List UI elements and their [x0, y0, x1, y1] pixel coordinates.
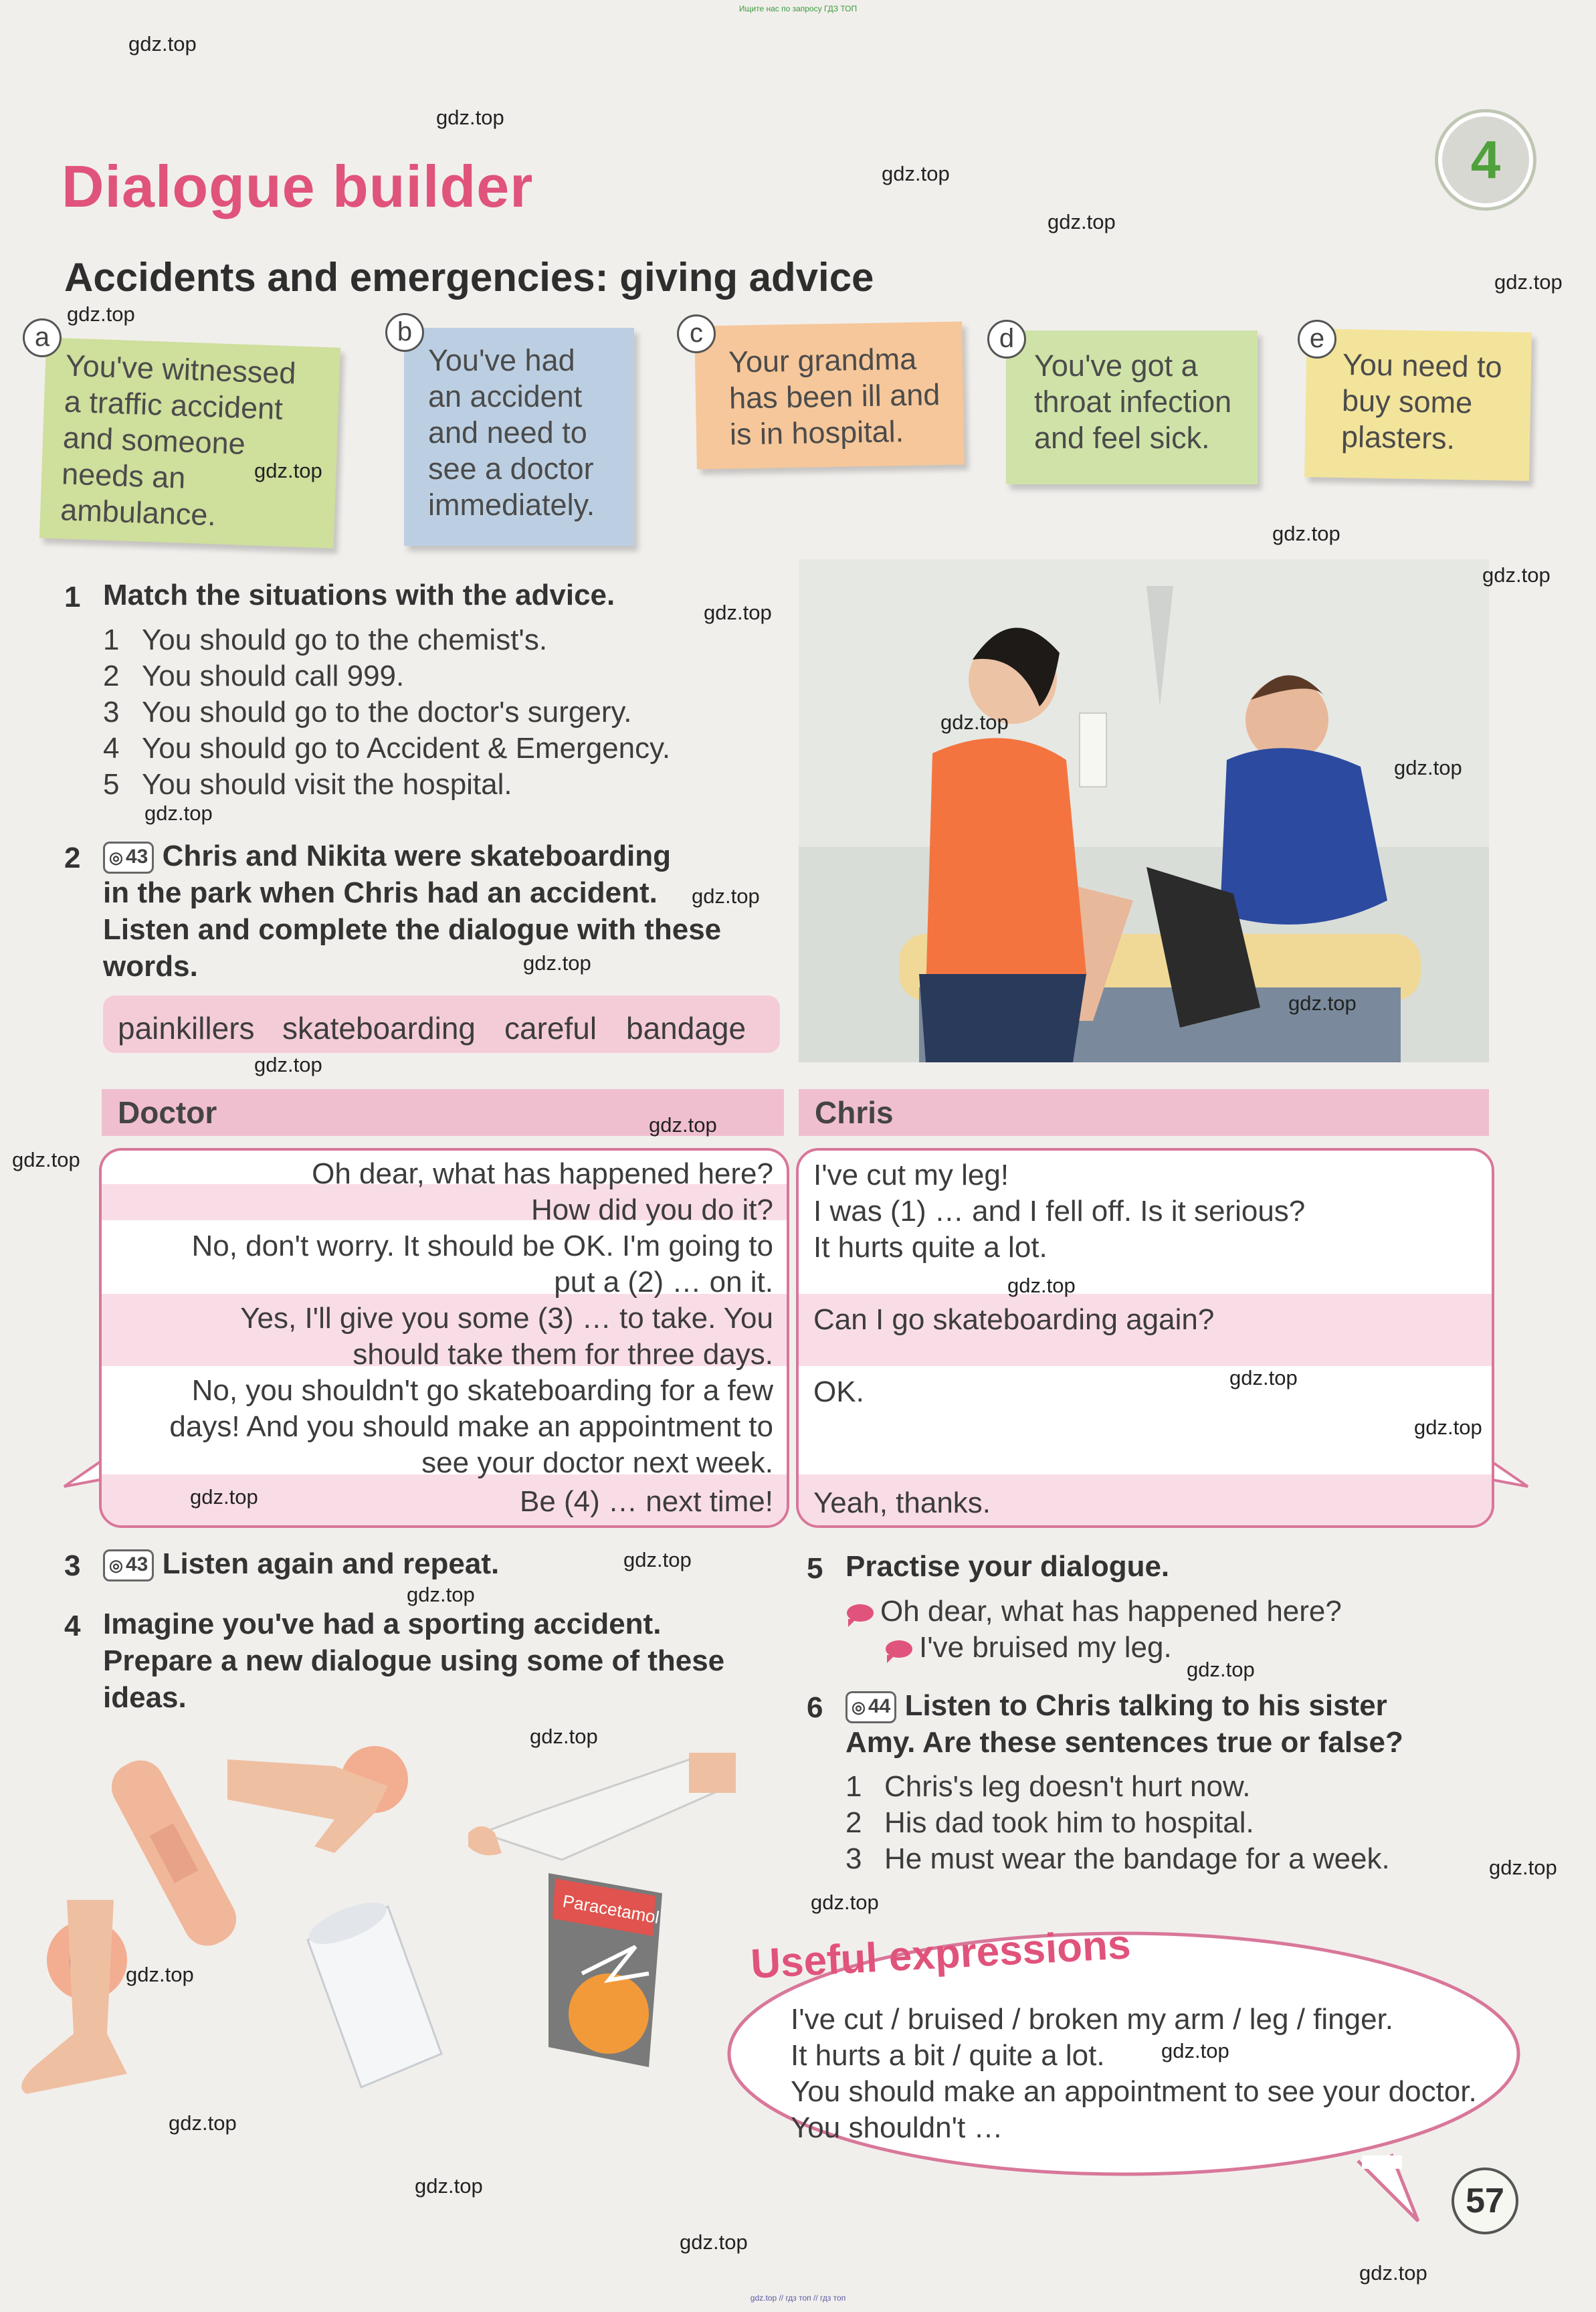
chris-column-header: Chris [799, 1089, 1489, 1136]
watermark: gdz.top [415, 2174, 483, 2198]
watermark: gdz.top [1229, 1366, 1298, 1389]
unit-badge [1438, 112, 1533, 207]
list-item [103, 768, 512, 801]
speech-bubble-icon [847, 1604, 874, 1622]
watermark: gdz.top [1489, 1856, 1557, 1879]
situation-note-e [1304, 328, 1532, 481]
doctor-line: Oh dear, what has happened here? [312, 1157, 773, 1190]
expression-line: You should make an appointment to see your doctor. [791, 2075, 1477, 2108]
note-letter-a: a [23, 318, 62, 357]
exercise-5-number: 5 [807, 1552, 823, 1585]
chris-line: It hurts quite a lot. [813, 1231, 1048, 1264]
watermark: gdz.top [436, 106, 504, 129]
example-line-1 [847, 1595, 1342, 1628]
list-item [845, 1842, 1390, 1876]
note-line: buy some [1341, 383, 1473, 420]
note-line: immediately. [428, 488, 595, 522]
situation-note-c [694, 322, 965, 470]
list-item [103, 732, 670, 765]
chris-line: Can I go skateboarding again? [813, 1303, 1215, 1336]
exercise-2-number: 2 [64, 842, 81, 874]
item-number: 3 [845, 1842, 862, 1875]
note-line: a traffic accident [64, 384, 284, 426]
situation-note-b [404, 328, 634, 546]
watermark: gdz.top [1394, 756, 1462, 779]
list-item [103, 660, 404, 693]
watermark: gdz.top [407, 1583, 475, 1606]
item-number: 1 [103, 623, 120, 656]
cast-arm-image [468, 1753, 736, 1873]
note-letter-b: b [385, 313, 424, 352]
doctor-line: days! And you should make an appointment to [169, 1410, 773, 1443]
doctor-line: No, you shouldn't go skateboarding for a few [191, 1374, 773, 1407]
unit-number: 4 [1470, 130, 1501, 189]
note-letter-c: c [677, 314, 716, 353]
watermark: gdz.top [1161, 2039, 1229, 2062]
exercise-3-number: 3 [64, 1549, 81, 1582]
note-line: ambulance. [60, 492, 217, 533]
note-letter-e: e [1298, 320, 1336, 359]
watermark: gdz.top [680, 2230, 748, 2254]
doctor-line: Yes, I'll give you some (3) … to take. You [240, 1302, 773, 1335]
item-text: You should go to the chemist's. [142, 623, 548, 656]
note-line: see a doctor [428, 452, 594, 486]
instruction-line: words. [103, 950, 198, 983]
note-line: an accident [428, 379, 583, 413]
watermark: gdz.top [1288, 991, 1357, 1015]
example-line-2 [886, 1631, 1172, 1664]
note-line: You've got a [1034, 349, 1198, 383]
watermark: gdz.top [169, 2111, 237, 2135]
instruction-line: Listen to Chris talking to his sister [904, 1689, 1387, 1722]
watermark: gdz.top [67, 302, 135, 326]
watermark: gdz.top [1359, 2261, 1427, 2285]
note-line: and someone [62, 420, 246, 461]
list-item [103, 623, 547, 657]
doctor-line: put a (2) … on it. [554, 1266, 773, 1298]
watermark: gdz.top [940, 710, 1009, 734]
bruised-leg-image [13, 1900, 140, 2101]
situation-note-d [1006, 330, 1258, 484]
paracetamol-label: Paracetamol [561, 1891, 661, 1928]
exercise-6-number: 6 [807, 1691, 823, 1724]
chris-dialogue-box [796, 1148, 1494, 1528]
cd-track-icon[interactable]: ◎ 43 [103, 842, 154, 874]
note-line: has been ill and [728, 377, 940, 415]
item-text: You should call 999. [142, 660, 405, 692]
item-text: He must wear the bandage for a week. [884, 1842, 1390, 1875]
doctor-line: How did you do it? [531, 1193, 773, 1226]
word-skateboarding: skateboarding [282, 1011, 476, 1046]
watermark: gdz.top [649, 1113, 717, 1137]
note-line: is in hospital. [729, 414, 904, 452]
instruction-line: Amy. Are these sentences true or false? [845, 1726, 1403, 1759]
exercise-1-instruction: Match the situations with the advice. [103, 579, 615, 611]
expression-line: It hurts a bit / quite a lot. [791, 2039, 1105, 2072]
item-text: You should go to the doctor's surgery. [142, 696, 632, 729]
situation-note-a [39, 337, 340, 548]
item-text: You should visit the hospital. [142, 768, 512, 801]
cd-track-icon[interactable]: ◎ 43 [103, 1549, 154, 1581]
exercise-4-number: 4 [64, 1610, 81, 1642]
doctor-line: No, don't worry. It should be OK. I'm going to [191, 1230, 773, 1262]
instruction-line: in the park when Chris had an accident. [103, 876, 658, 909]
note-line: Your grandma [728, 341, 917, 379]
page-subtitle: Accidents and emergencies: giving advice [64, 255, 874, 300]
doctor-column-header: Doctor [102, 1089, 784, 1136]
watermark: gdz.top [126, 1963, 194, 1986]
instruction-line: Imagine you've had a sporting accident. [103, 1608, 662, 1640]
example-text: Oh dear, what has happened here? [880, 1595, 1342, 1628]
useful-expressions-title: Useful expressions [749, 1921, 1132, 1988]
chris-line: I've cut my leg! [813, 1159, 1009, 1191]
word-painkillers: painkillers [118, 1011, 255, 1046]
watermark: gdz.top [254, 1053, 322, 1076]
chris-line: Yeah, thanks. [813, 1486, 991, 1519]
watermark: gdz.top [704, 601, 772, 624]
item-number: 2 [103, 660, 120, 692]
watermark: gdz.top [1007, 1274, 1076, 1297]
doctor-patient-photo [799, 559, 1489, 1062]
doctor-line: should take them for three days. [353, 1338, 773, 1371]
watermark: gdz.top [811, 1891, 879, 1914]
note-line: plasters. [1340, 419, 1456, 456]
watermark: gdz.top [882, 162, 950, 185]
hurt-hand-image [221, 1739, 415, 1860]
watermark: gdz.top [12, 1148, 80, 1171]
item-text: You should go to Accident & Emergency. [142, 732, 671, 765]
note-line: You've witnessed [65, 348, 297, 391]
top-note: Ищите нас по запросу ГДЗ ТОП [738, 4, 858, 13]
watermark: gdz.top [1187, 1658, 1255, 1681]
note-line: You need to [1342, 347, 1503, 385]
item-text: Chris's leg doesn't hurt now. [884, 1770, 1251, 1803]
watermark: gdz.top [530, 1725, 598, 1748]
note-line: needs an [61, 456, 187, 495]
exercise-6-instruction [845, 1687, 1488, 1761]
note-line: and need to [428, 415, 587, 450]
watermark: gdz.top [1494, 270, 1563, 294]
expression-line: I've cut / bruised / broken my arm / leg / finger. [791, 2003, 1394, 2036]
exercise-5-instruction: Practise your dialogue. [845, 1550, 1170, 1583]
instruction-line: Prepare a new dialogue using some of these [103, 1644, 725, 1677]
expression-line: You shouldn't … [791, 2111, 1003, 2144]
bottom-note: gdz.top // гдз топ // гдз топ [750, 2293, 846, 2303]
doctor-line: Be (4) … next time! [519, 1485, 773, 1518]
item-number: 5 [103, 768, 120, 801]
chris-line: I was (1) … and I fell off. Is it serious? [813, 1195, 1306, 1228]
example-text: I've bruised my leg. [919, 1631, 1172, 1664]
page-number: 57 [1452, 2168, 1518, 2234]
list-item [845, 1806, 1254, 1840]
exercise-1-number: 1 [64, 581, 81, 613]
exercise-3-instruction [103, 1545, 499, 1582]
doctor-line: see your doctor next week. [421, 1446, 773, 1479]
watermark: gdz.top [1482, 563, 1551, 587]
watermark: gdz.top [1272, 522, 1340, 545]
item-number: 3 [103, 696, 120, 729]
watermark: gdz.top [523, 951, 591, 975]
list-item [845, 1770, 1251, 1804]
instruction-text: Listen again and repeat. [162, 1547, 500, 1580]
watermark: gdz.top [254, 459, 322, 482]
cd-track-icon[interactable]: ◎ 44 [845, 1691, 896, 1723]
note-line: You've had [428, 343, 575, 377]
word-bandage: bandage [626, 1011, 746, 1046]
watermark: gdz.top [1048, 210, 1116, 233]
instruction-line: Chris and Nikita were skateboarding [162, 840, 672, 872]
instruction-line: Listen and complete the dialogue with these [103, 913, 722, 946]
note-line: throat infection [1034, 385, 1232, 419]
word-careful: careful [504, 1011, 597, 1046]
speech-bubble-icon [886, 1640, 912, 1658]
list-item [103, 696, 631, 729]
note-letter-d: d [987, 320, 1026, 359]
item-text: His dad took him to hospital. [884, 1806, 1254, 1839]
doctor-dialogue-box [99, 1148, 789, 1528]
watermark: gdz.top [190, 1485, 258, 1509]
bandage-roll-image [301, 1900, 448, 2094]
item-number: 2 [845, 1806, 862, 1839]
exercise-4-instruction [103, 1606, 772, 1716]
item-number: 1 [845, 1770, 862, 1803]
instruction-line: ideas. [103, 1681, 187, 1714]
watermark: gdz.top [128, 32, 197, 56]
exercise-2-instruction [103, 838, 772, 985]
watermark: gdz.top [144, 801, 213, 825]
chris-line: OK. [813, 1375, 864, 1408]
paracetamol-box-image [542, 1866, 669, 2067]
page-title: Dialogue builder [62, 153, 534, 219]
note-line: and feel sick. [1034, 421, 1210, 455]
watermark: gdz.top [623, 1548, 692, 1571]
item-number: 4 [103, 732, 120, 765]
watermark: gdz.top [692, 884, 760, 908]
watermark: gdz.top [1414, 1416, 1482, 1439]
